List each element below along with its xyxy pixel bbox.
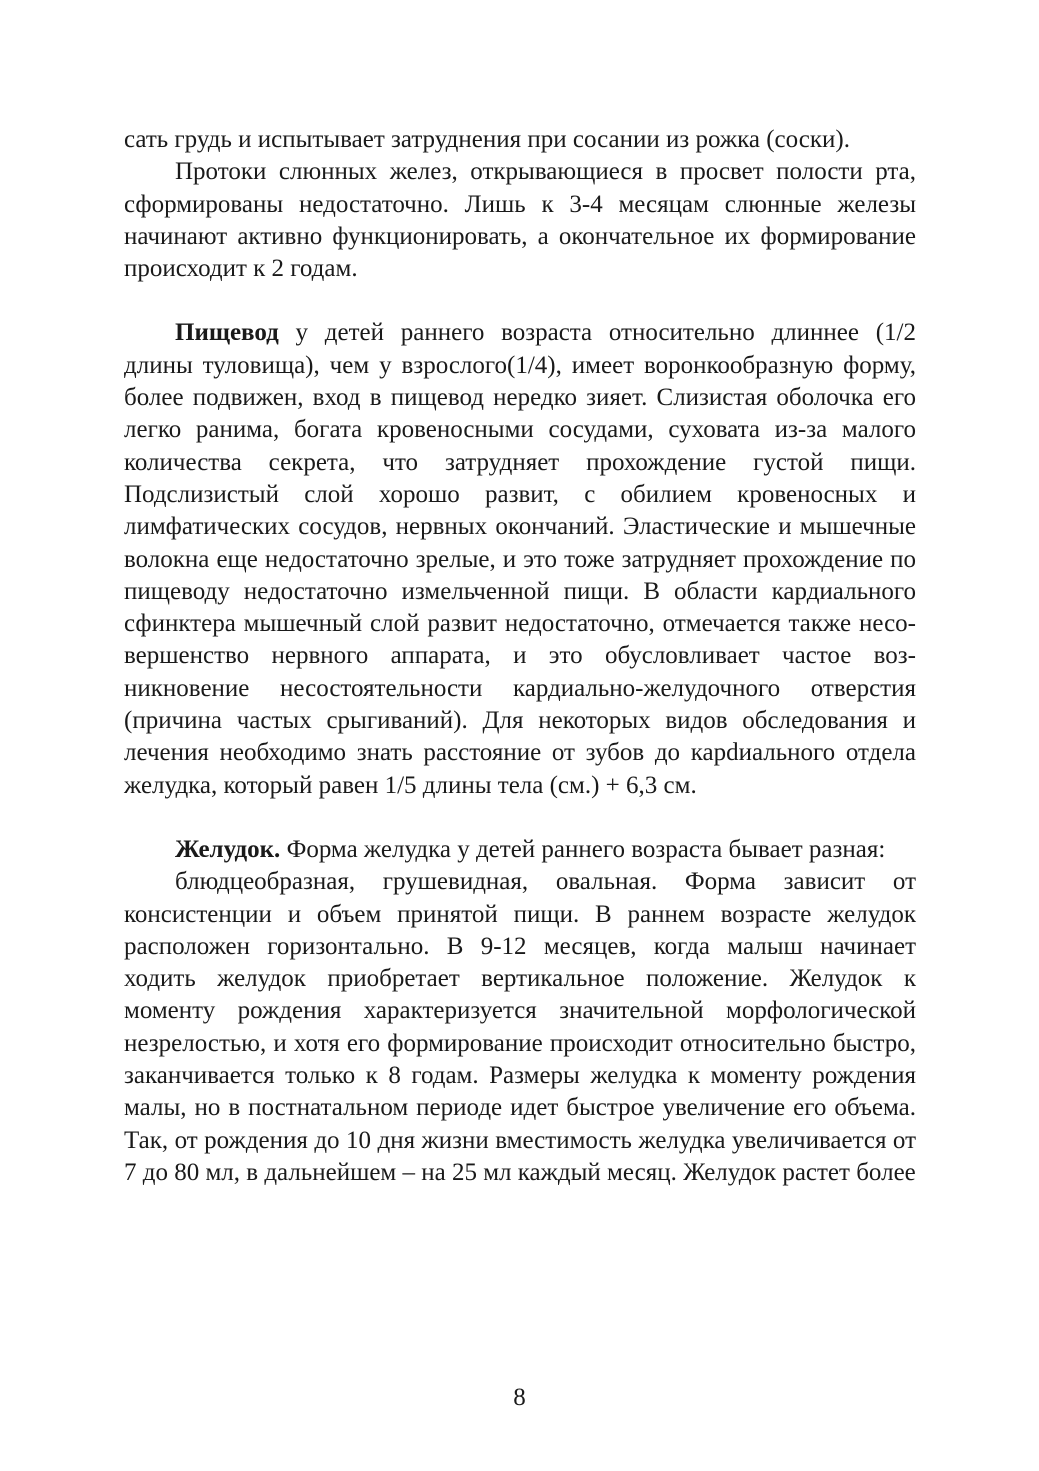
paragraph-continuation: сать грудь и испытывает затруднения при сосании из рожка (соски). (124, 126, 850, 153)
paragraph-spacer (124, 285, 916, 317)
paragraph-esophagus (124, 317, 916, 801)
paragraph-stomach-intro (124, 834, 916, 866)
paragraph-salivary-glands: Протоки слюнных желез, открывающиеся в просвет полости рта, сформированы недостаточно. Лишь к 3-4 месяцам слюнные железы начинают активно функционировать, а окончательное их формирование происходит к 2 годам. (124, 158, 916, 283)
stomach-intro-text: Форма желудка у детей раннего возраста бывает разная: (280, 835, 886, 863)
page-body (124, 124, 916, 1189)
paragraph-spacer (124, 802, 916, 834)
term-esophagus: Пищевод (175, 319, 279, 347)
paragraph-stomach-shape: блюдцеобразная, грушевидная, овальная. Форма зависит от консистенции и объем принятой пищи. В раннем возрасте желудок расположен горизонтально. В 9-12 месяцев, когда малыш начинает ходить желудок приобретает вертикальное положение. Желудок к моменту рождения характеризуется значительной морфологической незрелостью, и хотя его формирование происходит относительно быстро, заканчивается только к 8 годам. Размеры желудка к моменту рождения малы, но в постнатальном периоде идет быстрое увеличение его объема. Так, от рождения до 10 дня жизни вместимость желудка увеличивается от 7 до 80 мл, в дальнейшем – на 25 мл каждый месяц. Желудок растет более (124, 868, 916, 1186)
term-stomach: Желудок. (175, 835, 281, 863)
esophagus-text: у детей раннего возраста относительно длиннее (1/2 длины туловища), чем у взрослого(1/4), имеет воронкообразную форму, более подвижен, вход в пищевод нередко зияет. Слизистая оболочка его легко ранима, богата кровеносными сосудами, суховата из-за малого количества секрета, что затрудняет прохождение густой пищи. Подслизистый слой хорошо развит, с обилием кровеносных и лимфатических сосудов, нервных окончаний. Эластические и мышечные волокна еще недостаточно зрелые, и это тоже затрудняет прохождение по пищеводу недостаточно измельченной пищи. В области кардиального сфинктера мышечный слой развит недостаточно, отмечается также несовершенство нервного аппарата, и это обусловливает частое возникновение несостоятельности кардиально-желудочного отверстия (причина частых срыгиваний). Для некоторых видов обследования и лечения необходимо знать расстояние от зубов до карdиального отдела желудка, который равен 1/5 длины тела (см.) + 6,3 см. (124, 319, 916, 799)
page-number: 8 (513, 1384, 526, 1411)
